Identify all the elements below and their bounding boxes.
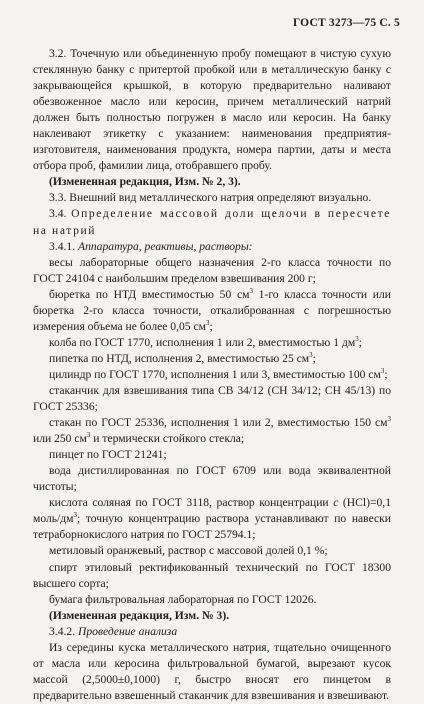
item-text: колба по ГОСТ 1770, исполнения 1 или 2, вместимостью 1 дм <box>49 335 356 349</box>
paragraph-3-4-2 <box>33 624 391 640</box>
item-text: ; <box>384 367 388 381</box>
superscript: 3 <box>387 415 391 424</box>
document-body <box>33 46 391 704</box>
list-item-pipette <box>33 351 391 367</box>
superscript: 3 <box>86 431 91 440</box>
list-item-tweezers: пинцет по ГОСТ 21241; <box>49 448 167 462</box>
item-text: ; <box>209 319 213 333</box>
superscript: 3 <box>380 367 385 376</box>
section-title: Аппаратура, реактивы, растворы: <box>78 239 253 253</box>
superscript: 3 <box>249 286 253 295</box>
amendment-note: (Измененная редакция, Изм. № 3). <box>49 608 230 622</box>
item-text: ; <box>312 351 316 365</box>
item-text: (HCl)=0,1 моль/дм <box>33 496 391 526</box>
paragraph-3-3: 3.3. Внешний вид металлического натрия определяют визуально. <box>49 191 372 205</box>
section-title: Определение массовой доли щелочи в пересчете на натрий <box>33 207 391 237</box>
item-text: или 250 см <box>33 432 87 446</box>
superscript: 3 <box>205 318 210 327</box>
list-item-glass <box>33 415 391 447</box>
list-item-weighing-cup: стаканчик для взвешивания типа СВ 34/12 (СН 34/12; СН 45/13) по ГОСТ 25336; <box>33 383 391 414</box>
item-text: ; точную концентрацию раствора устанавливают по навески тетраборнокислого натрия по ГОСТ 25794.1; <box>33 512 391 542</box>
amendment-note: (Измененная редакция, Изм. № 2, 3). <box>49 175 241 189</box>
paragraph-3-2: 3.2. Точечную или объединенную пробу помещают в чистую сухую стеклянную банку с притертой пробкой или в металлическую банку с закрывающейся крышкой, в которую предварительно наливают обезвоженное масло или керосин, причем металлический натрий должен быть полностью погружен в масло или керосин. На банку наклеивают этикетку с указанием: наименования предприятия-изготовителя, наименования продукта, номера партии, даты и места отбора проб, фамилии лица, отобравшего пробу. <box>33 47 391 173</box>
list-item-flask <box>33 335 391 351</box>
item-text: стакан по ГОСТ 25336, исполнения 1 или 2, вместимостью 150 см <box>49 416 388 430</box>
list-item-cylinder <box>33 367 391 383</box>
item-text: кислота соляная по ГОСТ 3118, раствор концентрации <box>49 496 334 510</box>
list-item-water: вода дистиллированная по ГОСТ 6709 или вода эквивалентной чистоты; <box>33 464 391 494</box>
list-item-alcohol: спирт этиловый ректификованный технический по ГОСТ 18300 высшего сорта; <box>33 560 391 590</box>
list-item-scales: весы лабораторные общего назначения 2-го класса точности по ГОСТ 24104 с наибольшим пределом взвешивания 200 г; <box>33 255 391 285</box>
item-text: цилиндр по ГОСТ 1770, исполнения 1 или 3, вместимостью 100 см <box>49 367 381 381</box>
item-text: и термически стойкого стекла; <box>90 432 245 446</box>
superscript: 3 <box>73 511 78 520</box>
list-item-filter-paper: бумага фильтровальная лабораторная по ГОСТ 12026. <box>49 592 317 606</box>
paragraph-analysis: Из середины куска металлического натрия, тщательно очищенного от масла или керосина фильтровальной бумагой, вырезают кусок массой (2,5000±0,1000) г, быстро вносят его пинцетом в предварительно взвешенный стаканчик для взвешивания и взвешивают. <box>33 640 391 702</box>
section-number: 3.4.2. <box>49 624 76 638</box>
paragraph-3-4-1 <box>33 239 391 255</box>
superscript: 3 <box>309 351 313 360</box>
section-number: 3.4.1. <box>49 239 76 253</box>
superscript: 3 <box>355 334 359 343</box>
list-item-acid <box>33 495 391 543</box>
item-text: c <box>333 496 339 510</box>
item-text: ; <box>358 335 362 349</box>
item-text: 1-го класса точности или бюретка 2-го класса точности, откалиброванная с погрешностью измерения объема не более 0,05 см <box>33 287 391 333</box>
paragraph-3-4 <box>33 206 391 238</box>
section-title: Проведение анализа <box>78 624 178 638</box>
list-item-methyl-orange: метиловый оранжевый, раствор с массовой долей 0,1 %; <box>49 544 328 558</box>
item-text: бюретка по НТД вместимостью 50 см <box>49 287 250 301</box>
page-header: ГОСТ 3273—75 С. 5 <box>292 17 400 29</box>
list-item-buret <box>33 287 391 335</box>
section-number: 3.4. <box>49 207 67 221</box>
item-text: пипетка по НТД, исполнения 2, вместимостью 25 см <box>49 351 310 365</box>
